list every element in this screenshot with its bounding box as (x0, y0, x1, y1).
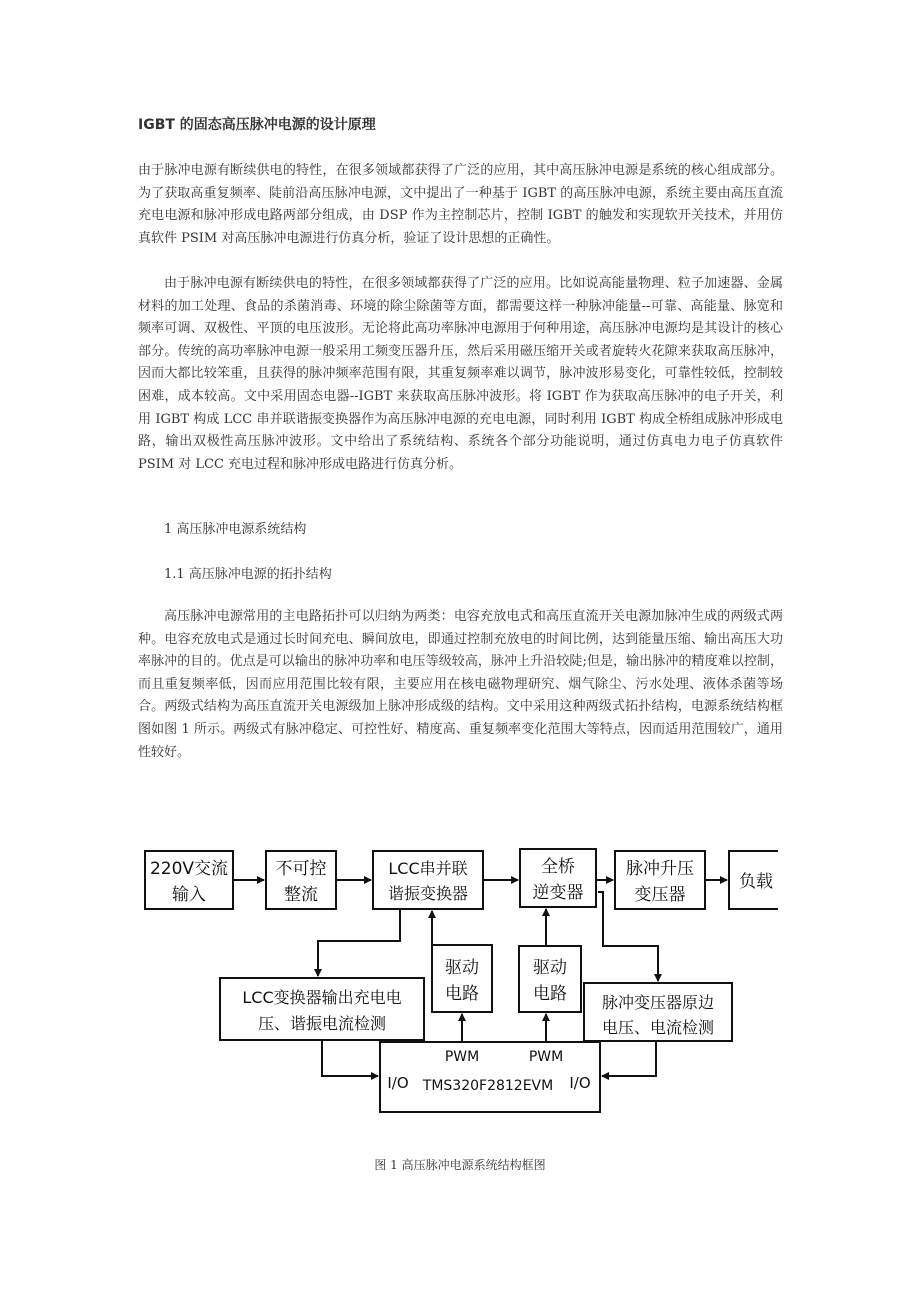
drive1-label-line1: 驱动 (445, 958, 479, 978)
section-heading-1-1: 1.1 高压脉冲电源的拓扑结构 (164, 567, 332, 582)
document-title: IGBT 的固态高压脉冲电源的设计原理 (138, 117, 376, 133)
drive2-label-line2: 电路 (533, 984, 567, 1004)
lcc-detect-label-line1: LCC变换器输出充电电 (242, 988, 402, 1007)
io-label-left: I/O (387, 1074, 409, 1092)
drive2-label-line1: 驱动 (533, 958, 567, 978)
rectifier-label-line2: 整流 (284, 885, 318, 905)
dsp-label: TMS320F2812EVM (422, 1078, 554, 1094)
lcc-detect-label-line2: 压、谐振电流检测 (257, 1014, 387, 1033)
bridge-label-line1: 全桥 (541, 857, 575, 877)
io-label-right: I/O (569, 1074, 591, 1092)
transformer-label-line2: 变压器 (634, 885, 686, 905)
pulse-detect-label-line1: 脉冲变压器原边 (601, 993, 715, 1012)
ac-input-label-line1: 220V交流 (149, 859, 229, 879)
intro-paragraph: 由于脉冲电源有断续供电的特性，在很多领域都获得了广泛的应用。比如说高能量物理、粒子加速器、金属材料的加工处理、食品的杀菌消毒、环境的除尘除菌等方面，都需要这样一种脉冲能量--可靠、高能量、脉宽和频率可调、双极性、平顶的电压波形。无论将此高功率脉冲电源用于何种用途，高压脉冲电源均是其设计的核心部分。传统的高功率脉冲电源一般采用工频变压器升压，然后采用磁压缩开关或者旋转火花隙来获取高压脉冲，因而大都比较笨重，且获得的脉冲频率范围有限，其重复频率难以调节，脉冲波形易变化，可靠性较低，控制较困难，成本较高。文中采用固态电器--IGBT 来获取高压脉冲波形。将 IGBT 作为获取高压脉冲的电子开关，利用 IGBT 构成 LCC 串并联谐振变换器作为高压脉冲电源的充电电源，同时利用 IGBT 构成全桥组成脉冲形成电路，输出双极性高压脉冲波形。文中给出了系统结构、系统各个部分功能说明，通过仿真电力电子仿真软件 PSIM 对 LCC 充电过程和脉冲形成电路进行仿真分析。 (138, 276, 783, 472)
topology-paragraph: 高压脉冲电源常用的主电路拓扑可以归纳为两类：电容充放电式和高压直流开关电源加脉冲生成的两级式两种。电容充放电式是通过长时间充电、瞬间放电，即通过控制充放电的时间比例，达到能量压缩、输出高压大功率脉冲的目的。优点是可以输出的脉冲功率和电压等级较高，脉冲上升沿较陡;但是，输出脉冲的精度难以控制，而且重复频率低，因而应用范围比较有限，主要应用在核电磁物理研究、烟气除尘、污水处理、液体杀菌等场合。两级式结构为高压直流开关电源级加上脉冲形成级的结构。文中采用这种两级式拓扑结构，电源系统结构框图如图 1 所示。两级式有脉冲稳定、可控性好、精度高、重复频率变化范围大等特点，因而适用范围较广，通用性较好。 (138, 609, 783, 760)
pwm-label-1: PWM (444, 1049, 480, 1065)
lcc-label-line1: LCC串并联 (388, 859, 468, 878)
transformer-label-line1: 脉冲升压 (626, 859, 694, 879)
pulse-detect-label-line2: 电压、电流检测 (601, 1018, 715, 1037)
drive1-label-line2: 电路 (445, 984, 479, 1004)
lcc-label-line2: 谐振变换器 (387, 884, 469, 903)
bridge-label-line2: 逆变器 (532, 883, 584, 903)
abstract-paragraph: 由于脉冲电源有断续供电的特性，在很多领域都获得了广泛的应用，其中高压脉冲电源是系统的核心组成部分。为了获取高重复频率、陡前沿高压脉冲电源，文中提出了一种基于 IGBT 的高压脉冲电源，系统主要由高压直流充电电源和脉冲形成电路两部分组成，由 DSP 作为主控制芯片，控制 IGBT 的触发和实现软开关技术，并用仿真软件 PSIM 对高压脉冲电源进行仿真分析，验证了设计思想的正确性。 (138, 163, 783, 246)
ac-input-label-line2: 输入 (172, 885, 206, 905)
section-heading-1: 1 高压脉冲电源系统结构 (164, 522, 307, 537)
rectifier-label-line1: 不可控 (275, 859, 327, 879)
block-diagram-svg (136, 836, 778, 1132)
pwm-label-2: PWM (528, 1049, 564, 1065)
figure-caption: 图 1 高压脉冲电源系统结构框图 (374, 1158, 546, 1172)
load-label: 负载 (739, 872, 773, 892)
system-block-diagram (136, 836, 778, 1132)
dsp-box (380, 1042, 600, 1112)
